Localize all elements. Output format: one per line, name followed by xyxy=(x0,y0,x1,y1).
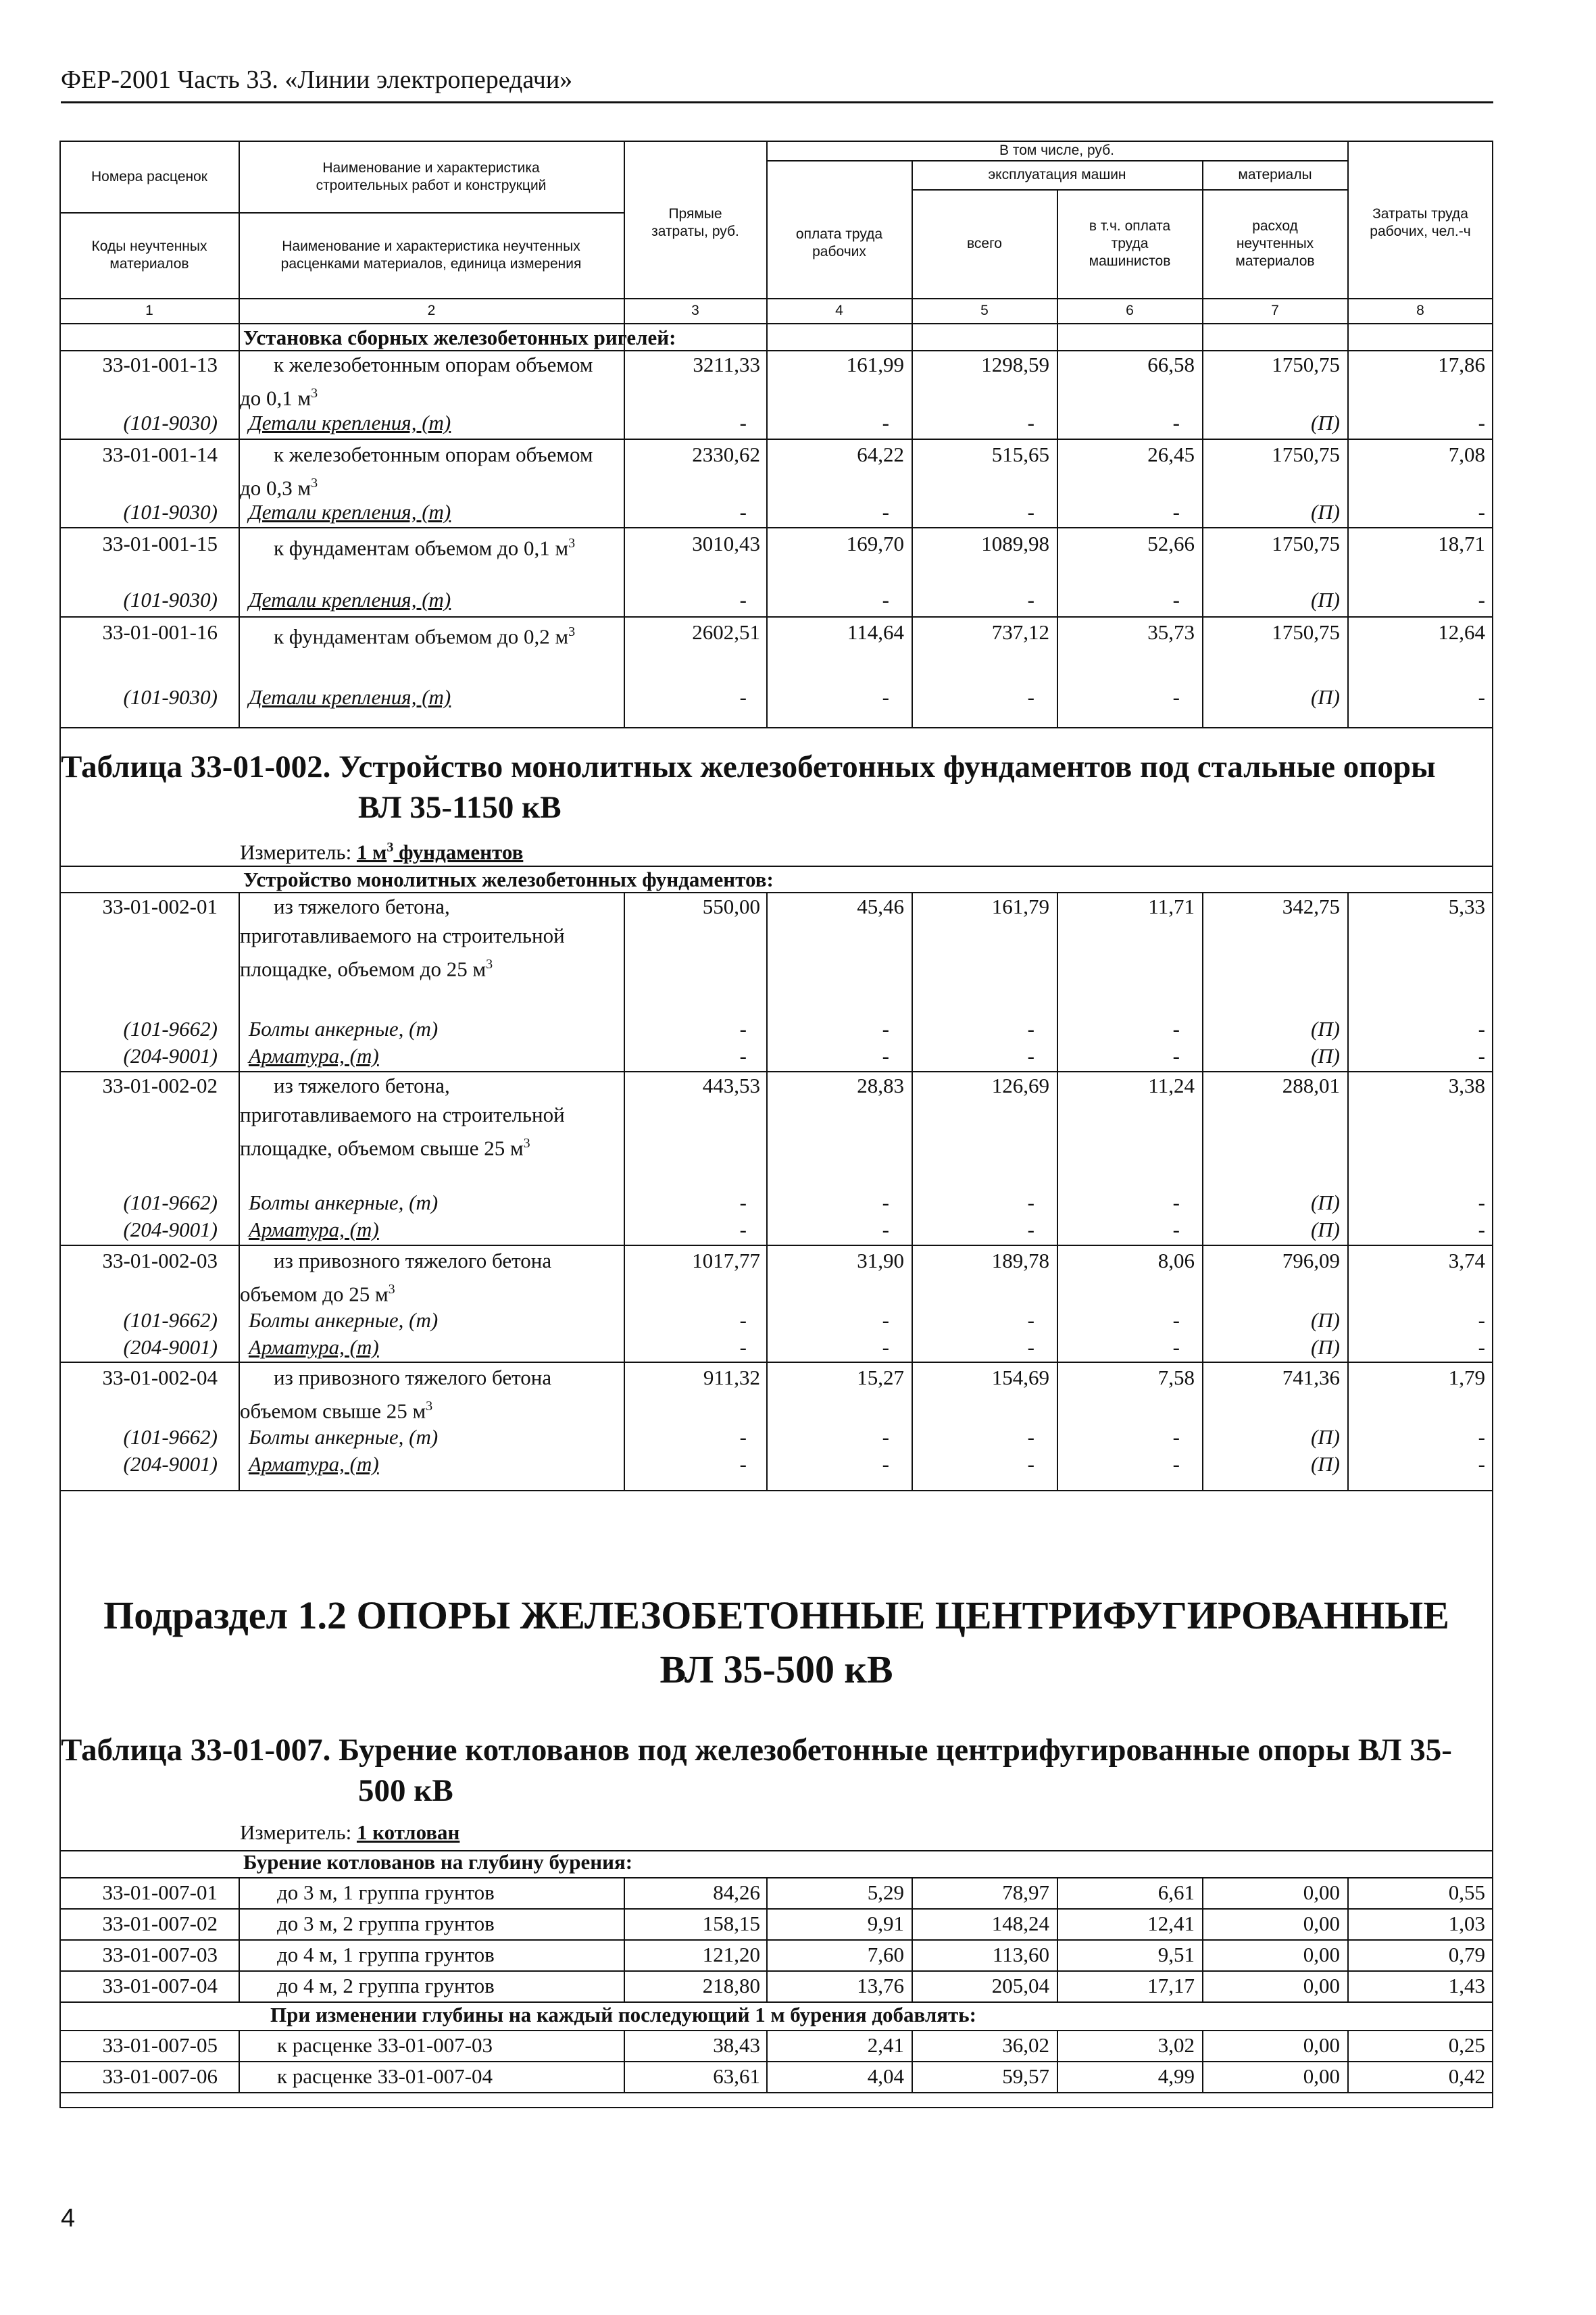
material-name: Детали крепления, (т) xyxy=(249,411,451,434)
subsection-title: Подраздел 1.2 ОПОРЫ ЖЕЛЕЗОБЕТОННЫЕ ЦЕНТРИФУГИРОВАННЫЕ xyxy=(103,1593,1449,1637)
direct-cost: 158,15 xyxy=(702,1912,760,1935)
dash-value: - xyxy=(1027,411,1034,434)
dash-value: - xyxy=(1027,685,1034,709)
dash-value: - xyxy=(1027,1335,1034,1359)
dash-value: - xyxy=(1172,1308,1180,1332)
row-divider xyxy=(59,1490,1493,1491)
labor-pay: 114,64 xyxy=(847,620,904,644)
running-header: ФЕР-2001 Часть 33. «Линии электропередачи» xyxy=(61,65,1493,103)
rate-name: к расценке 33-01-007-04 xyxy=(277,2064,493,2088)
rate-name: до 4 м, 2 группа грунтов xyxy=(277,1974,495,1997)
header-col1-bottom: Коды неучтенных материалов xyxy=(91,238,207,272)
operators-pay: 17,17 xyxy=(1147,1974,1195,1997)
header-machines: эксплуатация машин xyxy=(988,166,1126,182)
direct-cost: 218,80 xyxy=(702,1974,760,1997)
material-code: (101-9662) xyxy=(123,1017,218,1041)
machines-total: 737,12 xyxy=(991,620,1049,644)
operators-pay: 7,58 xyxy=(1157,1366,1195,1389)
dash-value: - xyxy=(739,1335,747,1359)
dash-value: - xyxy=(882,1308,889,1332)
rate-code: 33-01-002-04 xyxy=(102,1366,218,1389)
materials-marker: (П) xyxy=(1310,1452,1340,1476)
direct-cost: 38,43 xyxy=(713,2033,760,2057)
material-code: (101-9662) xyxy=(123,1308,218,1332)
row-divider xyxy=(59,2092,1493,2093)
dash-value: - xyxy=(1478,1218,1485,1241)
materials-cost: 0,00 xyxy=(1303,1912,1340,1935)
subsection-title-line2: ВЛ 35-500 кВ xyxy=(659,1647,893,1691)
operators-pay: 9,51 xyxy=(1157,1943,1195,1966)
materials-marker: (П) xyxy=(1310,1425,1340,1449)
direct-cost: 121,20 xyxy=(702,1943,760,1966)
dash-value: - xyxy=(739,1218,747,1241)
dash-value: - xyxy=(1172,588,1180,612)
material-code: (101-9030) xyxy=(123,588,218,612)
row-divider xyxy=(59,527,1493,528)
rate-code: 33-01-007-06 xyxy=(102,2064,218,2088)
labor-hours: 5,33 xyxy=(1448,895,1485,918)
dash-value: - xyxy=(1172,685,1180,709)
labor-pay: 31,90 xyxy=(857,1249,904,1272)
direct-cost: 2602,51 xyxy=(692,620,760,644)
rate-name: до 3 м, 2 группа грунтов xyxy=(277,1912,495,1935)
measure-unit: Измеритель: 1 котлован xyxy=(240,1820,460,1844)
dash-value: - xyxy=(739,1452,747,1476)
dash-value: - xyxy=(1027,1452,1034,1476)
labor-hours: 18,71 xyxy=(1438,532,1485,555)
column-number: 3 xyxy=(691,302,699,318)
materials-marker: (П) xyxy=(1310,1044,1340,1068)
rate-code: 33-01-002-03 xyxy=(102,1249,218,1272)
column-number: 7 xyxy=(1271,302,1279,318)
rate-code: 33-01-002-02 xyxy=(102,1074,218,1097)
column-number: 4 xyxy=(835,302,843,318)
dash-value: - xyxy=(739,1191,747,1214)
machines-total: 515,65 xyxy=(991,443,1049,466)
dash-value: - xyxy=(1172,1335,1180,1359)
header-col1-top: Номера расценок xyxy=(91,168,207,184)
machines-total: 59,57 xyxy=(1002,2064,1049,2088)
material-name: Болты анкерные, (т) xyxy=(249,1425,439,1449)
dash-value: - xyxy=(1027,1017,1034,1041)
section-title: Бурение котлованов на глубину бурения: xyxy=(243,1850,633,1874)
rate-code: 33-01-007-02 xyxy=(102,1912,218,1935)
materials-cost: 342,75 xyxy=(1282,895,1340,918)
dash-value: - xyxy=(882,1017,889,1041)
dash-value: - xyxy=(882,1191,889,1214)
materials-cost: 796,09 xyxy=(1282,1249,1340,1272)
section-title: Установка сборных железобетонных ригелей: xyxy=(243,326,676,349)
column-number: 8 xyxy=(1416,302,1424,318)
materials-cost: 288,01 xyxy=(1282,1074,1340,1097)
labor-hours: 0,79 xyxy=(1448,1943,1485,1966)
material-name: Арматура, (т) xyxy=(249,1044,379,1068)
rate-name: до 3 м, 1 группа грунтов xyxy=(277,1881,495,1904)
labor-hours: 1,43 xyxy=(1448,1974,1485,1997)
material-name: Детали крепления, (т) xyxy=(249,500,451,524)
dash-value: - xyxy=(882,1044,889,1068)
machines-total: 148,24 xyxy=(991,1912,1049,1935)
dash-value: - xyxy=(1172,1218,1180,1241)
rate-code: 33-01-001-16 xyxy=(102,620,218,644)
material-name: Арматура, (т) xyxy=(249,1335,379,1359)
column-number: 2 xyxy=(427,302,436,318)
dash-value: - xyxy=(1478,1017,1485,1041)
materials-cost: 1750,75 xyxy=(1272,443,1340,466)
machines-total: 161,79 xyxy=(991,895,1049,918)
machines-total: 205,04 xyxy=(991,1974,1049,1997)
dash-value: - xyxy=(882,411,889,434)
materials-cost: 1750,75 xyxy=(1272,532,1340,555)
dash-value: - xyxy=(1478,685,1485,709)
dash-value: - xyxy=(1027,1044,1034,1068)
operators-pay: 6,61 xyxy=(1157,1881,1195,1904)
labor-hours: 1,79 xyxy=(1448,1366,1485,1389)
material-name: Болты анкерные, (т) xyxy=(249,1308,439,1332)
row-divider xyxy=(59,727,1493,728)
operators-pay: 35,73 xyxy=(1147,620,1195,644)
dash-value: - xyxy=(1172,1452,1180,1476)
labor-hours: 0,42 xyxy=(1448,2064,1485,2088)
dash-value: - xyxy=(1172,1191,1180,1214)
direct-cost: 1017,77 xyxy=(692,1249,760,1272)
dash-value: - xyxy=(739,1425,747,1449)
labor-pay: 169,70 xyxy=(846,532,904,555)
machines-total: 1089,98 xyxy=(981,532,1049,555)
material-code: (101-9662) xyxy=(123,1191,218,1214)
machines-total: 78,97 xyxy=(1002,1881,1049,1904)
materials-marker: (П) xyxy=(1310,685,1340,709)
labor-pay: 28,83 xyxy=(857,1074,904,1097)
column-divider xyxy=(239,2030,240,2092)
operators-pay: 3,02 xyxy=(1157,2033,1195,2057)
materials-marker: (П) xyxy=(1310,500,1340,524)
material-name: Детали крепления, (т) xyxy=(249,685,451,709)
operators-pay: 11,71 xyxy=(1148,895,1195,918)
dash-value: - xyxy=(1478,1308,1485,1332)
material-name: Болты анкерные, (т) xyxy=(249,1017,439,1041)
direct-cost: 84,26 xyxy=(713,1881,760,1904)
operators-pay: 8,06 xyxy=(1157,1249,1195,1272)
table-title: Таблица 33-01-007. Бурение котлованов под железобетонные центрифугированные опоры ВЛ 35-500 кВ xyxy=(61,1733,1452,1808)
dash-value: - xyxy=(739,588,747,612)
operators-pay: 26,45 xyxy=(1147,443,1195,466)
labor-pay: 161,99 xyxy=(846,353,904,376)
direct-cost: 443,53 xyxy=(702,1074,760,1097)
rate-name: из привозного тяжелого бетона объемом до 25 $м^3$ xyxy=(240,1249,552,1306)
dash-value: - xyxy=(1172,1017,1180,1041)
rate-name: к фундаментам объемом до 0,1 $м^3$ xyxy=(274,536,576,560)
materials-cost: 1750,75 xyxy=(1272,353,1340,376)
machines-total: 154,69 xyxy=(991,1366,1049,1389)
material-code: (101-9662) xyxy=(123,1425,218,1449)
machines-total: 189,78 xyxy=(991,1249,1049,1272)
labor-hours: 0,25 xyxy=(1448,2033,1485,2057)
material-code: (204-9001) xyxy=(123,1335,218,1359)
material-code: (204-9001) xyxy=(123,1044,218,1068)
labor-hours: 3,38 xyxy=(1448,1074,1485,1097)
material-code: (204-9001) xyxy=(123,1218,218,1241)
column-number: 5 xyxy=(980,302,989,318)
header-col4: оплата труда рабочих xyxy=(795,226,883,259)
dash-value: - xyxy=(882,1335,889,1359)
direct-cost: 2330,62 xyxy=(692,443,760,466)
material-code: (101-9030) xyxy=(123,685,218,709)
dash-value: - xyxy=(882,588,889,612)
materials-marker: (П) xyxy=(1310,1308,1340,1332)
labor-pay: 13,76 xyxy=(857,1974,904,1997)
header-col8: Затраты труда рабочих, чел.-ч xyxy=(1370,205,1471,239)
dash-value: - xyxy=(882,1425,889,1449)
labor-hours: 1,03 xyxy=(1448,1912,1485,1935)
material-name: Арматура, (т) xyxy=(249,1452,379,1476)
machines-total: 1298,59 xyxy=(981,353,1049,376)
dash-value: - xyxy=(1478,500,1485,524)
materials-marker: (П) xyxy=(1310,411,1340,434)
header-col2-bottom: Наименование и характеристика неучтенных расценками материалов, единица измерения xyxy=(280,238,582,272)
section-title: Устройство монолитных железобетонных фундаментов: xyxy=(243,868,774,891)
materials-cost: 1750,75 xyxy=(1272,620,1340,644)
dash-value: - xyxy=(1027,1308,1034,1332)
rate-code: 33-01-007-05 xyxy=(102,2033,218,2057)
measure-unit: Измеритель: 1 $м^3$ фундаментов xyxy=(240,840,524,864)
dash-value: - xyxy=(1478,1044,1485,1068)
direct-cost: 3211,33 xyxy=(693,353,760,376)
dash-value: - xyxy=(882,1218,889,1241)
direct-cost: 63,61 xyxy=(713,2064,760,2088)
column-divider xyxy=(239,1877,240,2001)
labor-pay: 4,04 xyxy=(867,2064,904,2088)
materials-cost: 0,00 xyxy=(1303,1881,1340,1904)
direct-cost: 911,32 xyxy=(703,1366,760,1389)
rate-name: к железобетонным опорам объемом до 0,3 $м^3$ xyxy=(240,443,593,500)
rate-name: к железобетонным опорам объемом до 0,1 $м^3$ xyxy=(240,353,593,410)
materials-cost: 0,00 xyxy=(1303,2064,1340,2088)
material-code: (101-9030) xyxy=(123,411,218,434)
materials-cost: 741,36 xyxy=(1282,1366,1340,1389)
header-col6: в т.ч. оплата труда машинистов xyxy=(1089,218,1171,270)
rate-name: к расценке 33-01-007-03 xyxy=(277,2033,493,2057)
header-col2-top: Наименование и характеристика строительных работ и конструкций xyxy=(316,159,547,193)
labor-hours: 7,08 xyxy=(1448,443,1485,466)
header-col3: Прямые затраты, руб. xyxy=(651,205,739,239)
dash-value: - xyxy=(739,685,747,709)
dash-value: - xyxy=(1478,588,1485,612)
rate-code: 33-01-001-14 xyxy=(102,443,218,466)
dash-value: - xyxy=(882,685,889,709)
dash-value: - xyxy=(1172,411,1180,434)
rate-code: 33-01-007-04 xyxy=(102,1974,218,1997)
machines-total: 36,02 xyxy=(1002,2033,1049,2057)
labor-pay: 2,41 xyxy=(867,2033,904,2057)
machines-total: 126,69 xyxy=(991,1074,1049,1097)
rate-code: 33-01-007-01 xyxy=(102,1881,218,1904)
rate-code: 33-01-001-13 xyxy=(102,353,218,376)
labor-pay: 9,91 xyxy=(867,1912,904,1935)
dash-value: - xyxy=(739,1017,747,1041)
header-in-that-number: В том числе, руб. xyxy=(999,142,1114,158)
dash-value: - xyxy=(1478,1335,1485,1359)
materials-marker: (П) xyxy=(1310,1218,1340,1241)
table-title: Таблица 33-01-002. Устройство монолитных железобетонных фундаментов под стальные опоры ВЛ 35-1150 кВ xyxy=(61,749,1436,825)
machines-total: 113,60 xyxy=(992,1943,1049,1966)
materials-marker: (П) xyxy=(1310,1017,1340,1041)
labor-hours: 12,64 xyxy=(1438,620,1485,644)
operators-pay: 11,24 xyxy=(1148,1074,1195,1097)
labor-pay: 64,22 xyxy=(857,443,904,466)
material-code: (101-9030) xyxy=(123,500,218,524)
dash-value: - xyxy=(1027,500,1034,524)
rate-code: 33-01-001-15 xyxy=(102,532,218,555)
labor-pay: 5,29 xyxy=(867,1881,904,1904)
materials-cost: 0,00 xyxy=(1303,1943,1340,1966)
labor-hours: 3,74 xyxy=(1448,1249,1485,1272)
dash-value: - xyxy=(1478,411,1485,434)
dash-value: - xyxy=(739,411,747,434)
rate-name: из привозного тяжелого бетона объемом свыше 25 $м^3$ xyxy=(240,1366,552,1423)
dash-value: - xyxy=(739,500,747,524)
section-title: При изменении глубины на каждый последующий 1 м бурения добавлять: xyxy=(270,2003,976,2026)
direct-cost: 3010,43 xyxy=(692,532,760,555)
rate-code: 33-01-002-01 xyxy=(102,895,218,918)
material-name: Арматура, (т) xyxy=(249,1218,379,1241)
materials-cost: 0,00 xyxy=(1303,2033,1340,2057)
dash-value: - xyxy=(739,1308,747,1332)
dash-value: - xyxy=(1478,1452,1485,1476)
labor-hours: 17,86 xyxy=(1438,353,1485,376)
page-number: 4 xyxy=(61,2204,76,2233)
rate-name: к фундаментам объемом до 0,2 $м^3$ xyxy=(274,624,576,649)
header-col7: расход неучтенных материалов xyxy=(1235,218,1315,270)
rate-name: из тяжелого бетона, приготавливаемого на строительной площадке, объемом свыше 25 $м^3$ xyxy=(240,1074,565,1160)
material-name: Детали крепления, (т) xyxy=(249,588,451,612)
materials-marker: (П) xyxy=(1310,588,1340,612)
header-materials: материалы xyxy=(1238,166,1312,182)
header-col5: всего xyxy=(967,235,1002,251)
material-code: (204-9001) xyxy=(123,1452,218,1476)
dash-value: - xyxy=(1027,1425,1034,1449)
materials-marker: (П) xyxy=(1310,1335,1340,1359)
operators-pay: 12,41 xyxy=(1147,1912,1195,1935)
rate-code: 33-01-007-03 xyxy=(102,1943,218,1966)
column-number: 1 xyxy=(145,302,153,318)
dash-value: - xyxy=(739,1044,747,1068)
dash-value: - xyxy=(1027,588,1034,612)
labor-hours: 0,55 xyxy=(1448,1881,1485,1904)
dash-value: - xyxy=(1027,1218,1034,1241)
direct-cost: 550,00 xyxy=(702,895,760,918)
labor-pay: 7,60 xyxy=(867,1943,904,1966)
operators-pay: 52,66 xyxy=(1147,532,1195,555)
rate-name: из тяжелого бетона, приготавливаемого на строительной площадке, объемом до 25 $м^3$ xyxy=(240,895,565,981)
rate-name: до 4 м, 1 группа грунтов xyxy=(277,1943,495,1966)
materials-cost: 0,00 xyxy=(1303,1974,1340,1997)
labor-pay: 45,46 xyxy=(857,895,904,918)
operators-pay: 66,58 xyxy=(1147,353,1195,376)
dash-value: - xyxy=(1027,1191,1034,1214)
dash-value: - xyxy=(1172,1425,1180,1449)
material-name: Болты анкерные, (т) xyxy=(249,1191,439,1214)
dash-value: - xyxy=(882,500,889,524)
column-number: 6 xyxy=(1126,302,1134,318)
operators-pay: 4,99 xyxy=(1157,2064,1195,2088)
dash-value: - xyxy=(1172,500,1180,524)
labor-pay: 15,27 xyxy=(857,1366,904,1389)
dash-value: - xyxy=(1172,1044,1180,1068)
dash-value: - xyxy=(1478,1191,1485,1214)
materials-marker: (П) xyxy=(1310,1191,1340,1214)
dash-value: - xyxy=(882,1452,889,1476)
dash-value: - xyxy=(1478,1425,1485,1449)
